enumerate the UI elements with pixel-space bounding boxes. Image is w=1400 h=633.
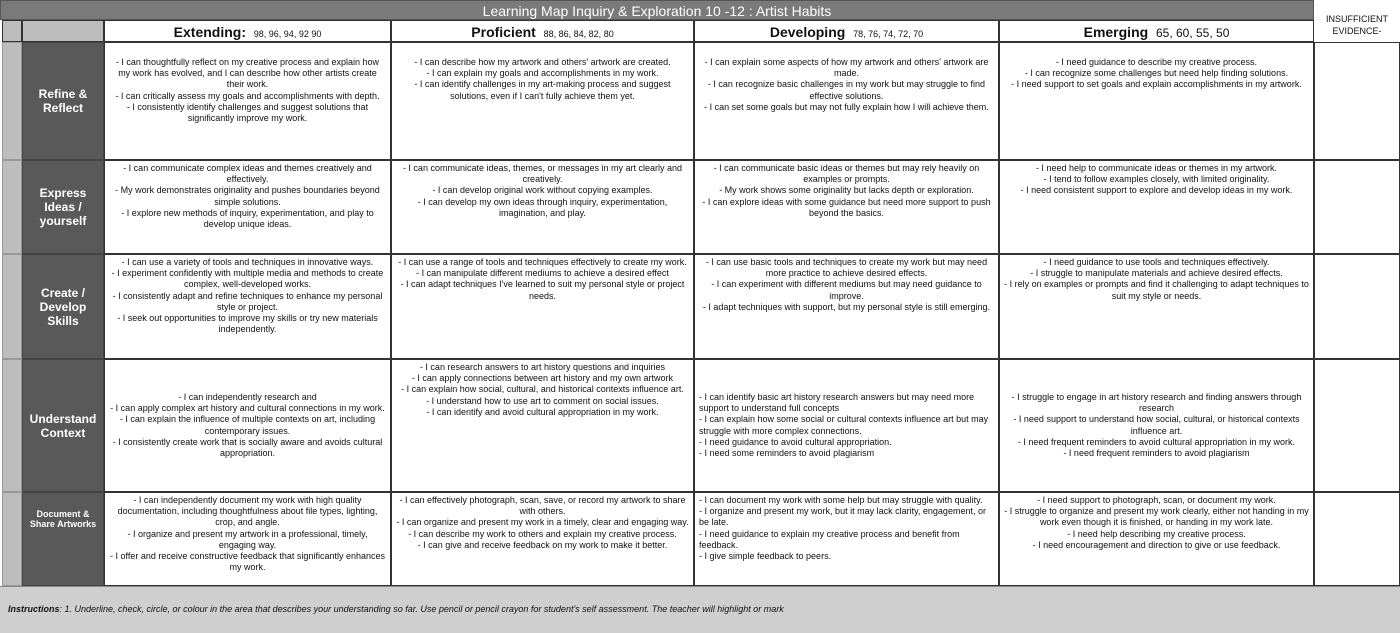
criterion: - I can adapt techniques I've learned to suit my personal style or project needs. — [400, 279, 685, 301]
cell-context-proficient — [391, 359, 694, 492]
instructions-label: Instructions — [8, 604, 60, 614]
criterion: - I seek out opportunities to improve my skills or try new materials independently. — [117, 313, 378, 335]
criterion: - I organize and present my artwork in a professional, timely, engaging way. — [127, 528, 368, 550]
insufficient-evidence-header: INSUFFICIENT EVIDENCE- — [1314, 0, 1400, 42]
cell-document-extending — [104, 492, 391, 586]
criterion: - I struggle to organize and present my work clearly, either not handing in my work even though it is finished, or handing in my work late. — [1004, 506, 1309, 528]
row-strip — [2, 492, 22, 586]
criterion: - I can use a variety of tools and techniques in innovative ways. — [121, 257, 374, 267]
cell-refine-proficient — [391, 42, 694, 160]
criterion: - I can document my work with some help but may struggle with quality. — [699, 495, 983, 505]
row-label-create-develop: Create / Develop Skills — [22, 254, 104, 359]
criterion: - I tend to follow examples closely, with limited originality. — [1043, 174, 1270, 185]
rubric-title: Learning Map Inquiry & Exploration 10 -12 : Artist Habits — [0, 0, 1314, 20]
criterion: - I need support to photograph, scan, or document my work. — [1037, 495, 1276, 505]
criterion: - I understand how to use art to comment on social issues. — [426, 395, 659, 406]
level-scores: 88, 86, 84, 82, 80 — [543, 29, 614, 39]
row-label-refine-reflect: Refine & Reflect — [22, 42, 104, 160]
criterion: - I can recognize basic challenges in my work but may struggle to find effective solutions. — [707, 79, 986, 101]
criterion: - I need help describing my creative process. — [1067, 528, 1246, 539]
cell-context-emerging — [999, 359, 1314, 492]
level-header-extending — [104, 20, 391, 42]
criterion: - I can explain how some social or cultural contexts influence art but may struggle with more complex connections. — [699, 414, 989, 436]
criterion: - I need guidance to describe my creative process. — [1055, 57, 1258, 67]
level-scores: 98, 96, 94, 92 90 — [253, 29, 322, 39]
criterion: - I need frequent reminders to avoid plagiarism — [1063, 447, 1250, 458]
criterion: - I experiment confidently with multiple media and methods to create complex, well-developed works. — [111, 268, 384, 290]
cell-express-proficient — [391, 160, 694, 254]
row-label-understand-context: Understand Context — [22, 359, 104, 492]
row-label-document-share: Document & Share Artworks — [22, 492, 104, 586]
cell-refine-insufficient — [1314, 42, 1400, 160]
criterion: - I can describe how my artwork and others' artwork are created. — [414, 57, 671, 67]
cell-document-proficient — [391, 492, 694, 586]
criterion: - I can thoughtfully reflect on my creative process and explain how my work has evolved, and I can describe how other artists create their work. — [115, 57, 380, 90]
cell-express-insufficient — [1314, 160, 1400, 254]
criterion: - I can experiment with different mediums but may need guidance to improve. — [711, 279, 982, 301]
criterion: - I rely on examples or prompts and find it challenging to adapt techniques to suit my style or needs. — [1004, 279, 1309, 301]
criterion: - I explore new methods of inquiry, experimentation, and play to develop unique ideas. — [121, 207, 374, 230]
header-corner — [22, 20, 104, 42]
cell-express-emerging — [999, 160, 1314, 254]
criterion: - I can set some goals but may not fully explain how I will achieve them. — [704, 101, 989, 112]
criterion: - I can develop my own ideas through inquiry, experimentation, imagination, and play. — [417, 196, 668, 218]
level-name: Developing — [769, 24, 846, 40]
criterion: - I adapt techniques with support, but my personal style is still emerging. — [702, 301, 991, 312]
cell-create-emerging — [999, 254, 1314, 359]
cell-refine-extending — [104, 42, 391, 160]
cell-express-extending — [104, 160, 391, 254]
criterion: - I can explore ideas with some guidance but need more support to push beyond the basics. — [702, 196, 991, 218]
criterion: - I can identify challenges in my art-making process and suggest solutions, even if I can't fully achieve them yet. — [414, 79, 671, 101]
cell-refine-developing — [694, 42, 999, 160]
criterion: - I can independently research and — [178, 391, 317, 402]
criterion: - I can organize and present my work in a timely, clear and engaging way. — [396, 517, 689, 528]
criterion: - I can use a range of tools and techniques effectively to create my work. — [398, 257, 687, 267]
cell-express-developing — [694, 160, 999, 254]
cell-document-insufficient — [1314, 492, 1400, 586]
criterion: - I can apply complex art history and cultural connections in my work. — [110, 403, 385, 414]
cell-create-extending — [104, 254, 391, 359]
criterion: - I struggle to manipulate materials and achieve desired effects. — [1030, 268, 1283, 279]
criterion: - I give simple feedback to peers. — [699, 551, 832, 562]
criterion: - My work shows some originality but lacks depth or exploration. — [719, 185, 974, 196]
criterion: - I need guidance to use tools and techniques effectively. — [1043, 257, 1270, 267]
row-label-express-ideas: Express Ideas / yourself — [22, 160, 104, 254]
criterion: - I can apply connections between art history and my own artwork — [411, 373, 674, 384]
criterion: - I can effectively photograph, scan, save, or record my artwork to share with others. — [399, 495, 686, 517]
criterion: - I can describe my work to others and explain my creative process. — [408, 528, 677, 539]
criterion: - I need consistent support to explore and develop ideas in my work. — [1020, 185, 1293, 196]
criterion: - I can use basic tools and techniques to create my work but may need more practice to achieve desired effects. — [705, 257, 988, 279]
criterion: - I need support to understand how social, cultural, or historical contexts influence art. — [1013, 414, 1300, 436]
level-header-proficient — [391, 20, 694, 42]
criterion: - I can develop original work without copying examples. — [432, 185, 653, 196]
criterion: - I can identify and avoid cultural appropriation in my work. — [426, 406, 659, 417]
criterion: - I can communicate basic ideas or themes but may rely heavily on examples or prompts. — [713, 163, 980, 185]
cell-create-insufficient — [1314, 254, 1400, 359]
criterion: - I can recognize some challenges but need help finding solutions. — [1024, 68, 1289, 79]
level-header-developing — [694, 20, 999, 42]
criterion: - I consistently identify challenges and suggest solutions that significantly improve my work. — [126, 101, 369, 124]
row-strip — [2, 160, 22, 254]
criterion: - I can explain how social, cultural, and historical contexts influence art. — [401, 384, 684, 395]
level-header-emerging — [999, 20, 1314, 42]
level-scores: 65, 60, 55, 50 — [1155, 26, 1230, 40]
cell-context-insufficient — [1314, 359, 1400, 492]
cell-document-emerging — [999, 492, 1314, 586]
cell-create-proficient — [391, 254, 694, 359]
criterion: - I can explain some aspects of how my artwork and others' artwork are made. — [704, 57, 989, 79]
criterion: - I need frequent reminders to avoid cultural appropriation in my work. — [1017, 436, 1296, 447]
cell-create-developing — [694, 254, 999, 359]
instructions-bar — [0, 586, 1400, 633]
criterion: - I can give and receive feedback on my work to make it better. — [417, 539, 668, 550]
criterion: - I can identify basic art history research answers but may need more support to understand full concepts — [699, 391, 975, 414]
criterion: - I offer and receive constructive feedback that significantly enhances my work. — [110, 551, 385, 573]
criterion: - I need support to set goals and explain accomplishments in my artwork. — [1011, 79, 1302, 90]
criterion: - I struggle to engage in art history research and finding answers through research — [1011, 391, 1302, 414]
criterion: - I can critically assess my goals and accomplishments with depth. — [115, 90, 380, 101]
criterion: - I can manipulate different mediums to achieve a desired effect — [416, 268, 669, 279]
criterion: - I can communicate complex ideas and themes creatively and effectively. — [123, 163, 372, 185]
criterion: - I need guidance to avoid cultural appropriation. — [699, 436, 892, 447]
row-strip — [2, 42, 22, 160]
cell-refine-emerging — [999, 42, 1314, 160]
row-strip — [2, 359, 22, 492]
criterion: - I can explain the influence of multiple contexts on art, including contemporary issues. — [119, 414, 376, 436]
criterion: - My work demonstrates originality and pushes boundaries beyond simple solutions. — [115, 185, 380, 207]
criterion: - I need help to communicate ideas or themes in my artwork. — [1035, 163, 1278, 173]
criterion: - I can explain my goals and accomplishments in my work. — [426, 68, 659, 79]
criterion: - I need some reminders to avoid plagiarism — [699, 447, 875, 458]
level-name: Proficient — [471, 24, 536, 40]
criterion: - I consistently adapt and refine techniques to enhance my personal style or project. — [112, 290, 383, 312]
cell-document-developing — [694, 492, 999, 586]
level-name: Extending: — [173, 24, 246, 40]
level-scores: 78, 76, 74, 72, 70 — [853, 29, 924, 39]
criterion: - I can independently document my work with high quality documentation, including thoughtfulness about file types, lighting, crop, and angle. — [117, 495, 378, 528]
criterion: - I can communicate ideas, themes, or messages in my art clearly and creatively. — [402, 163, 683, 185]
criterion: - I need encouragement and direction to give or use feedback. — [1032, 539, 1281, 550]
criterion: - I need guidance to explain my creative process and benefit from feedback. — [699, 528, 960, 550]
criterion: - I consistently create work that is socially aware and avoids cultural appropriation. — [112, 436, 383, 458]
criterion: - I organize and present my work, but it may lack clarity, engagement, or be late. — [699, 506, 986, 528]
cell-context-developing — [694, 359, 999, 492]
header-spacer — [2, 20, 22, 42]
instructions-text: : 1. Underline, check, circle, or colour in the area that describes your understanding so far. Use pencil or pencil crayon for student's self assessment. The teacher will highlight or mark — [59, 604, 784, 614]
cell-context-extending — [104, 359, 391, 492]
row-strip — [2, 254, 22, 359]
level-name: Emerging — [1083, 24, 1149, 40]
criterion: - I can research answers to art history questions and inquiries — [419, 362, 666, 372]
